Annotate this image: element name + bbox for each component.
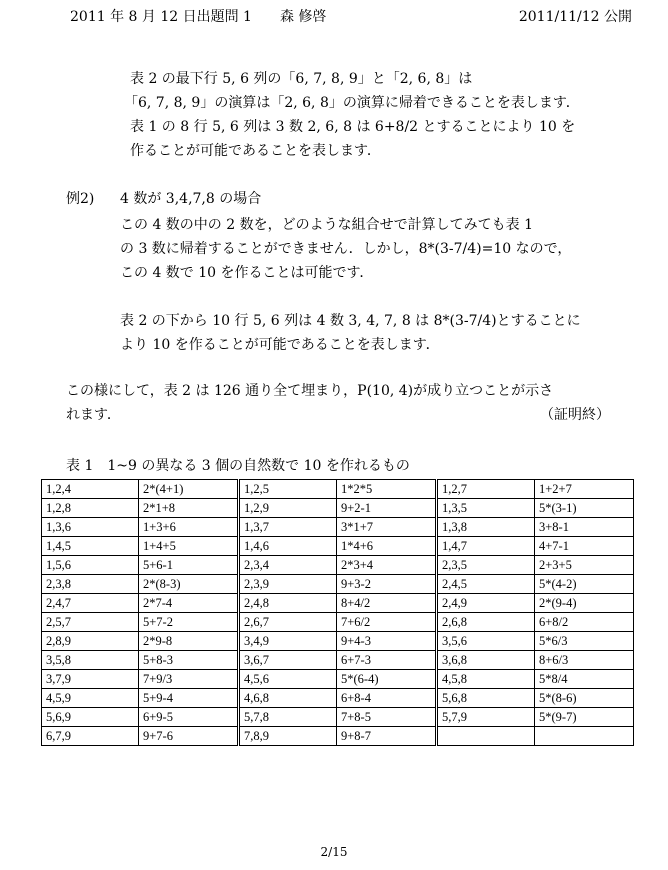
proof-end: （証明終） bbox=[540, 407, 610, 423]
table-row bbox=[42, 670, 634, 689]
page-number: 2/15 bbox=[320, 845, 348, 859]
table-cell-expression: 5*8/4 bbox=[535, 670, 634, 689]
table-cell-expression: 9+3-2 bbox=[337, 575, 436, 594]
table-cell-expression: 7+9/3 bbox=[139, 670, 238, 689]
table-cell-numbers: 1,5,6 bbox=[42, 556, 139, 575]
example-label: 例2) bbox=[66, 191, 95, 207]
table-cell-expression: 5*(3-1) bbox=[535, 499, 634, 518]
table-cell-expression: 2+3+5 bbox=[535, 556, 634, 575]
table-cell-numbers: 2,5,7 bbox=[42, 613, 139, 632]
table-cell-numbers: 2,4,9 bbox=[438, 594, 535, 613]
table-cell-numbers: 2,3,4 bbox=[240, 556, 337, 575]
table-cell-numbers: 7,8,9 bbox=[240, 727, 337, 746]
table-cell-expression: 7+8-5 bbox=[337, 708, 436, 727]
table-cell-numbers: 3,5,6 bbox=[438, 632, 535, 651]
table-cell-expression: 6+8/2 bbox=[535, 613, 634, 632]
table-cell-numbers: 2,6,8 bbox=[438, 613, 535, 632]
table-cell-numbers: 2,3,8 bbox=[42, 575, 139, 594]
table-cell-expression: 5+6-1 bbox=[139, 556, 238, 575]
table-cell-expression: 5+9-4 bbox=[139, 689, 238, 708]
table-cell-numbers: 1,4,5 bbox=[42, 537, 139, 556]
paragraph-line: 4 数が 3,4,7,8 の場合 bbox=[120, 191, 262, 207]
table-cell-numbers: 1,3,5 bbox=[438, 499, 535, 518]
paragraph-line: れます． bbox=[66, 407, 121, 423]
table-cell-expression: 2*3+4 bbox=[337, 556, 436, 575]
table-cell-numbers: 5,7,8 bbox=[240, 708, 337, 727]
table-cell-expression: 1*2*5 bbox=[337, 480, 436, 499]
header-date: 2011/11/12 公開 bbox=[518, 9, 632, 25]
paragraph-line: 表 2 の下から 10 行 5, 6 列は 4 数 3, 4, 7, 8 は 8*(3-7/4)とすることに bbox=[120, 313, 581, 329]
table-row bbox=[42, 575, 634, 594]
table-cell-expression: 5*(8-6) bbox=[535, 689, 634, 708]
paragraph-line: の 3 数に帰着することができません．しかし，8*(3-7/4)=10 なので， bbox=[120, 241, 572, 257]
table-cell-expression: 6+9-5 bbox=[139, 708, 238, 727]
table-cell-numbers: 1,3,8 bbox=[438, 518, 535, 537]
table-cell-expression: 5*(9-7) bbox=[535, 708, 634, 727]
table-cell-numbers: 2,6,7 bbox=[240, 613, 337, 632]
table-row bbox=[42, 689, 634, 708]
table-cell-numbers: 3,5,8 bbox=[42, 651, 139, 670]
table-cell-expression: 7+6/2 bbox=[337, 613, 436, 632]
paragraph-line: 表 1 の 8 行 5, 6 列は 3 数 2, 6, 8 は 6+8/2 とすることにより 10 を bbox=[130, 119, 576, 135]
table-cell-expression: 9+2-1 bbox=[337, 499, 436, 518]
table-cell-numbers: 1,2,9 bbox=[240, 499, 337, 518]
table-cell-numbers: 5,6,9 bbox=[42, 708, 139, 727]
table-cell-numbers: 3,6,8 bbox=[438, 651, 535, 670]
table-cell-expression bbox=[535, 727, 634, 746]
table-cell-expression: 5*(6-4) bbox=[337, 670, 436, 689]
table-cell-numbers: 5,6,8 bbox=[438, 689, 535, 708]
table-cell-expression: 6+7-3 bbox=[337, 651, 436, 670]
table-cell-numbers: 4,5,9 bbox=[42, 689, 139, 708]
table-cell-expression: 5+8-3 bbox=[139, 651, 238, 670]
paragraph-line: 表 2 の最下行 5, 6 列の「6, 7, 8, 9」と「2, 6, 8」は bbox=[130, 71, 473, 87]
table-cell-numbers: 1,2,8 bbox=[42, 499, 139, 518]
table-cell-numbers: 2,4,5 bbox=[438, 575, 535, 594]
table-cell-expression: 6+8-4 bbox=[337, 689, 436, 708]
table-row bbox=[42, 518, 634, 537]
paragraph-line: 「6, 7, 8, 9」の演算は「2, 6, 8」の演算に帰着できることを表します． bbox=[124, 95, 580, 111]
table-cell-numbers: 1,3,7 bbox=[240, 518, 337, 537]
paragraph-line: 作ることが可能であることを表します． bbox=[130, 143, 381, 159]
table-row bbox=[42, 480, 634, 499]
table-cell-numbers: 1,4,7 bbox=[438, 537, 535, 556]
table-cell-numbers: 2,8,9 bbox=[42, 632, 139, 651]
paragraph-line: この 4 数で 10 を作ることは可能です． bbox=[120, 265, 374, 281]
table-cell-numbers: 2,3,9 bbox=[240, 575, 337, 594]
table-cell-numbers: 4,6,8 bbox=[240, 689, 337, 708]
table-cell-expression: 2*1+8 bbox=[139, 499, 238, 518]
table-row bbox=[42, 613, 634, 632]
table-row bbox=[42, 632, 634, 651]
table-cell-expression: 1+3+6 bbox=[139, 518, 238, 537]
table-row bbox=[42, 556, 634, 575]
table-cell-expression: 1+4+5 bbox=[139, 537, 238, 556]
table-cell-numbers: 4,5,8 bbox=[438, 670, 535, 689]
table-cell-numbers: 1,2,7 bbox=[438, 480, 535, 499]
table-1 bbox=[41, 479, 634, 746]
table-cell-numbers: 4,5,6 bbox=[240, 670, 337, 689]
table-cell-expression: 3*1+7 bbox=[337, 518, 436, 537]
table-cell-numbers: 6,7,9 bbox=[42, 727, 139, 746]
table-cell-expression: 4+7-1 bbox=[535, 537, 634, 556]
paragraph-line: この 4 数の中の 2 数を，どのような組合せで計算してみても表 1 bbox=[120, 217, 533, 233]
table-cell-expression: 2*7-4 bbox=[139, 594, 238, 613]
table-cell-expression: 9+7-6 bbox=[139, 727, 238, 746]
table-cell-expression: 2*(8-3) bbox=[139, 575, 238, 594]
table-cell-numbers: 5,7,9 bbox=[438, 708, 535, 727]
table-row bbox=[42, 594, 634, 613]
table-cell-expression: 9+4-3 bbox=[337, 632, 436, 651]
paragraph-line: より 10 を作ることが可能であることを表します． bbox=[120, 337, 440, 353]
table-row bbox=[42, 499, 634, 518]
table-cell-numbers: 2,4,7 bbox=[42, 594, 139, 613]
table-cell-expression: 1*4+6 bbox=[337, 537, 436, 556]
table-cell-numbers: 3,7,9 bbox=[42, 670, 139, 689]
paragraph-line: この様にして，表 2 は 126 通り全て埋まり，P(10, 4)が成り立つことが示さ bbox=[66, 383, 554, 399]
table-cell-expression: 2*(9-4) bbox=[535, 594, 634, 613]
table-cell-expression: 2*9-8 bbox=[139, 632, 238, 651]
header-left: 2011 年 8 月 12 日出題問 1 森 修啓 bbox=[70, 9, 327, 25]
table-row bbox=[42, 651, 634, 670]
table-cell-numbers: 2,4,8 bbox=[240, 594, 337, 613]
table-cell-numbers: 3,4,9 bbox=[240, 632, 337, 651]
table-row bbox=[42, 727, 634, 746]
table-cell-numbers: 1,3,6 bbox=[42, 518, 139, 537]
table-cell-numbers: 2,3,5 bbox=[438, 556, 535, 575]
table-cell-numbers: 1,2,5 bbox=[240, 480, 337, 499]
table-cell-expression: 9+8-7 bbox=[337, 727, 436, 746]
table-cell-expression: 5*(4-2) bbox=[535, 575, 634, 594]
table-cell-numbers: 1,4,6 bbox=[240, 537, 337, 556]
table-cell-numbers bbox=[438, 727, 535, 746]
table-cell-expression: 1+2+7 bbox=[535, 480, 634, 499]
table-cell-numbers: 1,2,4 bbox=[42, 480, 139, 499]
table-cell-expression: 8+4/2 bbox=[337, 594, 436, 613]
table-cell-expression: 5*6/3 bbox=[535, 632, 634, 651]
table-cell-expression: 3+8-1 bbox=[535, 518, 634, 537]
table-cell-expression: 8+6/3 bbox=[535, 651, 634, 670]
table-row bbox=[42, 537, 634, 556]
table-caption: 表 1 1~9 の異なる 3 個の自然数で 10 を作れるもの bbox=[66, 458, 410, 474]
table-cell-numbers: 3,6,7 bbox=[240, 651, 337, 670]
table-cell-expression: 2*(4+1) bbox=[139, 480, 238, 499]
table-row bbox=[42, 708, 634, 727]
table-cell-expression: 5+7-2 bbox=[139, 613, 238, 632]
